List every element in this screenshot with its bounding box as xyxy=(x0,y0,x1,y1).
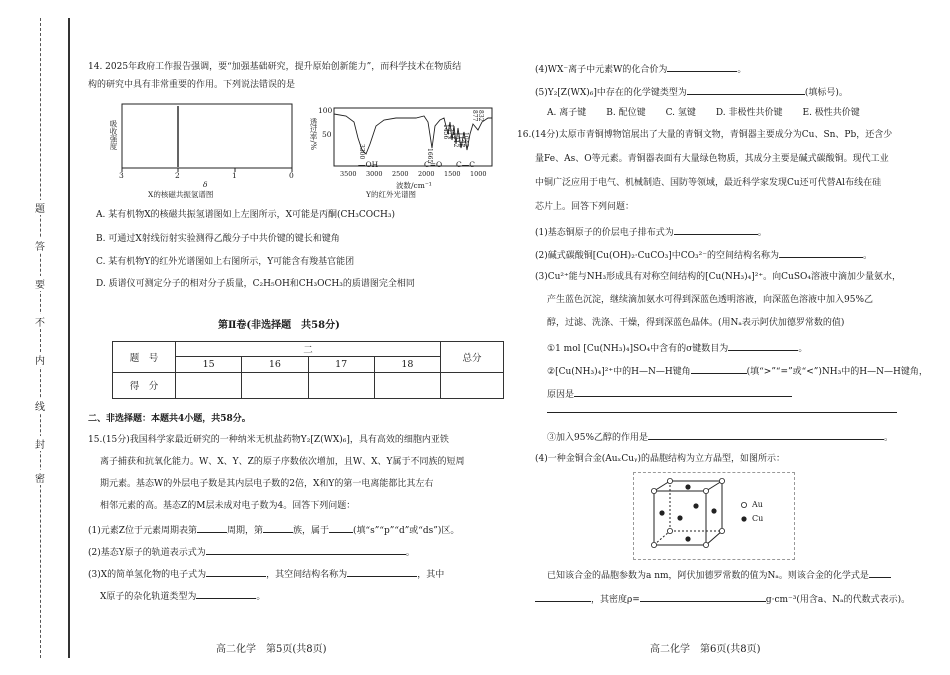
q16-sub3-1 xyxy=(547,339,807,357)
answer-blank[interactable] xyxy=(648,428,884,440)
answer-blank[interactable] xyxy=(206,565,266,577)
ir-bond-label: —OH xyxy=(358,160,379,169)
answer-blank[interactable] xyxy=(196,587,256,599)
margin-note: 要 xyxy=(33,276,47,291)
q15-sub3-part: X原子的杂化轨道类型为 xyxy=(100,592,197,602)
q16-sub2 xyxy=(535,246,872,264)
ir-x-tick: 1000 xyxy=(470,170,487,178)
q14-option-c: C. 某有机物Y的红外光谱图如上右图所示，Y可能含有羧基官能团 xyxy=(96,257,355,267)
q15-sub4 xyxy=(535,60,746,78)
answer-blank[interactable] xyxy=(640,590,766,602)
ir-x-tick: 3500 xyxy=(340,170,357,178)
ir-peak-number: 1456 xyxy=(442,124,449,140)
answer-blank[interactable] xyxy=(535,590,591,602)
legend-cu: Cu xyxy=(752,514,764,523)
ir-peak-number: 1042 xyxy=(462,132,469,148)
q15-sub1-part: (1)元素Z位于元素周期表第 xyxy=(88,526,198,536)
ir-bond-label: C—C xyxy=(456,160,475,169)
score-cell[interactable] xyxy=(242,372,308,398)
margin-note: 不 xyxy=(33,314,47,329)
ir-bond-label: C=O xyxy=(424,160,443,169)
ir-y-tick: 50 xyxy=(322,130,332,139)
q15-sub1 xyxy=(88,521,459,539)
score-table-group: 二 xyxy=(176,342,441,357)
ir-y-label: 透过率/% xyxy=(309,118,318,151)
margin-note: 封 xyxy=(33,436,47,451)
q15-sub1-part: (填“s”“p”“d”或“ds”)区。 xyxy=(353,526,460,536)
q14-text: 14. 2025年政府工作报告强调，要“加强基础研究，提升原始创新能力”，而科学技术在物质结 xyxy=(88,62,462,72)
period: 。 xyxy=(884,433,894,443)
q16-sub4-text: ，其密度ρ= xyxy=(591,595,640,605)
q16-sub3-text: 醇，过滤、洗涤、干燥，得到深蓝色晶体。(用Nₐ表示阿伏加德罗常数的值) xyxy=(547,318,845,328)
bond-option: D. 非极性共价键 xyxy=(715,108,783,118)
q15-sub5 xyxy=(535,83,848,101)
ir-x-tick: 1500 xyxy=(444,170,461,178)
q15-sub3-part: ，其空间结构名称为 xyxy=(266,570,348,580)
score-row-label: 得 分 xyxy=(113,372,176,398)
q16-sub4-after2 xyxy=(535,590,910,608)
answer-blank[interactable] xyxy=(206,543,406,555)
ir-peak-number: 1212 xyxy=(452,132,459,148)
answer-blank[interactable] xyxy=(574,385,792,397)
answer-blank[interactable] xyxy=(667,60,737,72)
bond-option: B. 配位键 xyxy=(606,108,646,118)
q15-sub5-text: (5)Y₂[Z(WX)₆]中存在的化学键类型为 xyxy=(535,88,687,98)
answer-blank[interactable] xyxy=(674,223,758,235)
ir-x-tick: 2000 xyxy=(418,170,435,178)
binding-dashed-line xyxy=(40,18,41,658)
q16-sub1 xyxy=(535,223,767,241)
ir-y-tick: 100 xyxy=(318,106,333,115)
nmr-x-label: δ xyxy=(203,180,208,189)
q16-text: 中铜广泛应用于电气、机械制造、国防等领域，最近科学家发现Cu还可代替Al布线在硅 xyxy=(535,178,882,188)
score-cell[interactable] xyxy=(374,372,440,398)
q14-option-b: B. 可通过X射线衍射实验测得乙酸分子中共价键的键长和键角 xyxy=(96,234,340,244)
q16-text: 芯片上。回答下列问题： xyxy=(535,202,635,212)
score-table-label: 题 号 xyxy=(113,342,176,373)
legend-au: Au xyxy=(752,500,763,509)
answer-blank[interactable] xyxy=(687,83,805,95)
q16-sub3-2-reason xyxy=(547,385,792,403)
ir-peak-number: 1374 xyxy=(447,124,454,140)
q14-text: 构的研究中具有非常重要的作用。下列说法错误的是 xyxy=(88,80,296,90)
q16-sub4-text: 已知该合金的晶胞参数为a nm，阿伏加德罗常数的值为Nₐ。则该合金的化学式是 xyxy=(547,571,869,581)
ir-peak-number: 3300 xyxy=(358,144,365,160)
margin-note: 答 xyxy=(33,238,47,253)
nmr-spectrum-figure xyxy=(108,102,298,200)
score-table-col: 17 xyxy=(308,357,374,372)
page-6 xyxy=(517,0,935,675)
q14-option-a: A. 某有机物X的核磁共振氢谱图如上左图所示，X可能是丙酮(CH₃COCH₃) xyxy=(96,210,396,220)
margin-note: 题 xyxy=(33,200,47,215)
nmr-tick-label: 0 xyxy=(289,171,294,180)
q16-sub1-text: (1)基态铜原子的价层电子排布式为 xyxy=(535,228,674,238)
q16-sub3-2-text: 原因是 xyxy=(547,390,575,400)
answer-blank[interactable] xyxy=(869,566,891,578)
answer-line[interactable] xyxy=(547,412,897,413)
answer-blank[interactable] xyxy=(728,339,798,351)
ir-x-tick: 3000 xyxy=(366,170,383,178)
q15-sub3-part: (3)X的简单氢化物的电子式为 xyxy=(88,570,207,580)
nmr-caption: X的核磁共振氢谱图 xyxy=(148,190,214,199)
bond-option: A. 离子键 xyxy=(547,108,587,118)
q16-sub3-3-text: ③加入95%乙醇的作用是 xyxy=(547,433,649,443)
legend-cu-symbol xyxy=(741,516,746,521)
q15-text: 离子捕获和抗氧化能力。W、X、Y、Z的原子序数依次增加，且W、X、Y属于不同族的短周 xyxy=(100,457,465,467)
answer-blank[interactable] xyxy=(197,521,227,533)
q15-period: 。 xyxy=(256,592,266,602)
answer-blank[interactable] xyxy=(329,521,353,533)
q16-sub3-2-text: (填“>”“=”或“<”)NH₃中的H—N—H键角， xyxy=(746,367,928,377)
period: 。 xyxy=(737,65,747,75)
bond-option: E. 极性共价键 xyxy=(802,108,860,118)
answer-blank[interactable] xyxy=(263,521,293,533)
q15-sub5-text: (填标号)。 xyxy=(804,88,848,98)
q16-sub3-text: 产生蓝色沉淀，继续滴加氨水可得到深蓝色透明溶液，向深蓝色溶液中加入95%乙 xyxy=(547,295,874,305)
q15-sub1-part: 周期，第 xyxy=(227,526,264,536)
margin-note: 内 xyxy=(33,352,47,367)
ir-peak-number: 1665 xyxy=(426,148,433,164)
q15-sub3-part: ，其中 xyxy=(417,570,445,580)
ir-spectrum-figure xyxy=(306,104,496,200)
q16-sub3-3 xyxy=(547,428,893,446)
nmr-y-label: 吸收强度 xyxy=(109,120,118,150)
margin-note: 密 xyxy=(33,470,47,485)
q16-sub4: (4)一种金铜合金(AuₓCuᵧ)的晶胞结构为立方晶型，如图所示： xyxy=(535,454,785,464)
crystal-figure xyxy=(633,472,795,560)
ir-x-label: 波数/cm⁻¹ xyxy=(396,181,432,190)
q15-sub2-text: (2)基态Y原子的轨道表示式为 xyxy=(88,548,206,558)
q16-text: 16.(14分)太原市青铜博物馆展出了大量的青铜文物，青铜器主要成分为Cu、Sn、Pb，还含少 xyxy=(517,130,893,140)
q15-text: 期元素。基态W的外层电子数是其内层电子数的2倍，X和Y的第一电离能都比其左右 xyxy=(100,479,434,489)
score-cell[interactable] xyxy=(308,372,374,398)
q16-sub3-2 xyxy=(547,362,928,380)
score-cell[interactable] xyxy=(441,372,504,398)
answer-blank[interactable] xyxy=(691,362,747,374)
q16-sub3-2-text: ②[Cu(NH₃)₄]²⁺中的H—N—H键角 xyxy=(547,367,691,377)
answer-blank[interactable] xyxy=(347,565,417,577)
ir-x-tick: 2500 xyxy=(392,170,409,178)
q15-text: 相邻元素的高。基态Z的M层未成对电子数为4。回答下列问题： xyxy=(100,501,356,511)
q16-text: 量Fe、As、O等元素。青铜器表面有大量绿色物质，其成分主要是碱式碳酸铜。现代工业 xyxy=(535,154,889,164)
nmr-tick-label: 3 xyxy=(119,171,124,180)
section-2-intro: 二、非选择题：本题共4小题，共58分。 xyxy=(88,414,251,424)
q16-sub4-after xyxy=(547,566,891,584)
q16-sub3-text: (3)Cu²⁺能与NH₃形成具有对称空间结构的[Cu(NH₃)₄]²⁺。向CuSO₄溶液中滴加少量氨水， xyxy=(535,272,901,282)
q15-sub4-text: (4)WX⁻离子中元素W的化合价为 xyxy=(535,65,668,75)
q15-sub3-line2 xyxy=(100,587,265,605)
q15-sub3 xyxy=(88,565,444,583)
bond-option: C. 氢键 xyxy=(665,108,696,118)
score-table-col: 18 xyxy=(374,357,440,372)
legend-au-symbol xyxy=(741,502,746,507)
q16-sub3-1-text: ①1 mol [Cu(NH₃)₄]SO₄中含有的σ键数目为 xyxy=(547,344,729,354)
ir-caption: Y的红外光谱图 xyxy=(366,190,416,199)
page-footer: 高二化学 第6页(共8页) xyxy=(650,644,761,655)
score-cell[interactable] xyxy=(176,372,242,398)
page-5 xyxy=(88,0,508,675)
period: 。 xyxy=(862,251,872,261)
q15-sub2 xyxy=(88,543,415,561)
q15-sub1-part: 族，属于 xyxy=(293,526,330,536)
score-table-col: 16 xyxy=(242,357,308,372)
ir-peak-number: 832 xyxy=(477,110,484,122)
page-footer: 高二化学 第5页(共8页) xyxy=(216,644,327,655)
score-table-total: 总分 xyxy=(441,342,504,373)
answer-blank[interactable] xyxy=(779,246,863,258)
q16-sub4-text: g·cm⁻³(用含a、Nₐ的代数式表示)。 xyxy=(765,595,911,605)
unit-cell xyxy=(634,473,794,559)
ir-peak-number: 1136 xyxy=(457,132,464,148)
q14-option-d: D. 质谱仪可测定分子的相对分子质量，C₂H₅OH和CH₃OCH₃的质谱图完全相同 xyxy=(96,279,415,289)
period: 。 xyxy=(757,228,767,238)
nmr-tick-label: 1 xyxy=(232,171,237,180)
binding-solid-line xyxy=(68,18,70,658)
nmr-tick-label: 2 xyxy=(175,171,180,180)
section-2-title: 第Ⅱ卷(非选择题 共58分) xyxy=(218,320,340,331)
q15-period: 。 xyxy=(405,548,415,558)
q15-sub5-options xyxy=(547,106,860,121)
ir-peak-number: 877 xyxy=(471,110,478,122)
q16-sub2-text: (2)碱式碳酸铜[Cu(OH)₂·CuCO₃]中CO₃²⁻的空间结构名称为 xyxy=(535,251,779,261)
score-table xyxy=(112,341,504,399)
nmr-frame xyxy=(122,104,292,168)
q15-text: 15.(15分)我国科学家最近研究的一种纳米无机盐药物Y₂[Z(WX)₆]，具有高效的细胞内亚铁 xyxy=(88,435,449,445)
binding-margin xyxy=(0,0,70,675)
margin-note: 线 xyxy=(33,398,47,413)
period: 。 xyxy=(798,344,808,354)
score-table-col: 15 xyxy=(176,357,242,372)
